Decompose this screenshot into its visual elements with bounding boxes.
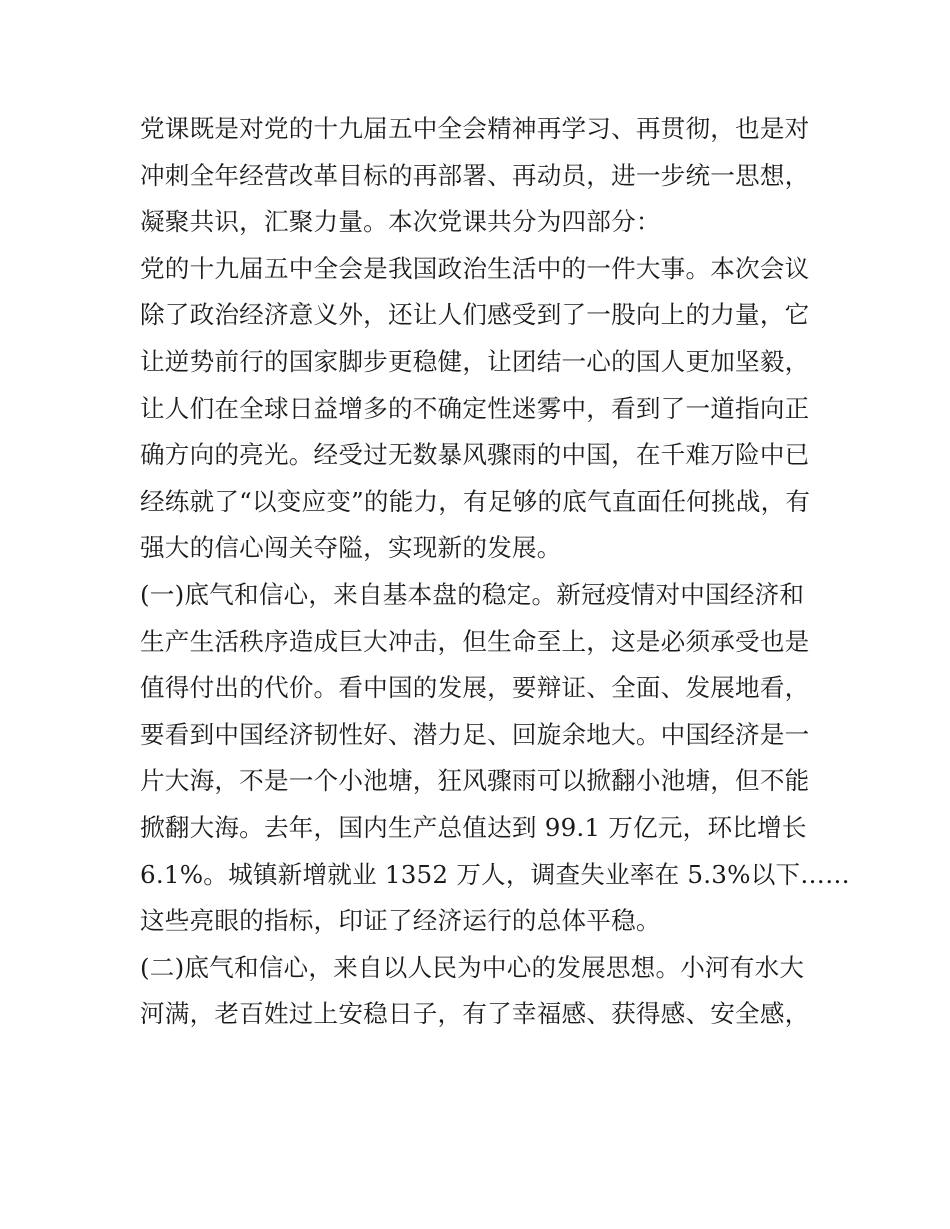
text-line: 经练就了“以变应变”的能力，有足够的底气直面任何挑战，有 <box>140 486 811 516</box>
text-line: 掀翻大海。去年，国内生产总值达到 99.1 万亿元，环比增长 <box>140 812 807 842</box>
text-line: 值得付出的代价。看中国的发展，要辩证、全面、发展地看， <box>140 673 810 703</box>
text-line: 生产生活秩序造成巨大冲击，但生命至上，这是必须承受也是 <box>140 626 810 656</box>
text-line: 要看到中国经济韧性好、潜力足、回旋余地大。中国经济是一 <box>140 719 810 749</box>
text-line: (二)底气和信心，来自以人民为中心的发展思想。小河有水大 <box>140 952 805 982</box>
text-line: 冲刺全年经营改革目标的再部署、再动员，进一步统一思想， <box>140 160 810 190</box>
text-line: 让人们在全球日益增多的不确定性迷雾中，看到了一道指向正 <box>140 393 810 423</box>
text-line: 强大的信心闯关夺隘，实现新的发展。 <box>140 533 562 563</box>
text-line: 党的十九届五中全会是我国政治生活中的一件大事。本次会议 <box>140 253 810 283</box>
text-line: 确方向的亮光。经受过无数暴风骤雨的中国，在千难万险中已 <box>140 440 810 470</box>
text-line: 片大海，不是一个小池塘，狂风骤雨可以掀翻小池塘，但不能 <box>140 766 810 796</box>
text-line: 6.1%。城镇新增就业 1352 万人，调查失业率在 5.3%以下…… <box>140 859 850 889</box>
text-line: 这些亮眼的指标，印证了经济运行的总体平稳。 <box>140 906 661 936</box>
text-line: 让逆势前行的国家脚步更稳健，让团结一心的国人更加坚毅， <box>140 346 810 376</box>
text-line: 除了政治经济意义外，还让人们感受到了一股向上的力量，它 <box>140 300 810 330</box>
text-line: (一)底气和信心，来自基本盘的稳定。新冠疫情对中国经济和 <box>140 579 805 609</box>
text-line: 凝聚共识，汇聚力量。本次党课共分为四部分： <box>140 207 661 237</box>
text-line: 河满，老百姓过上安稳日子，有了幸福感、获得感、安全感， <box>140 999 810 1029</box>
body-text <box>140 106 850 1038</box>
text-line: 党课既是对党的十九届五中全会精神再学习、再贯彻，也是对 <box>140 114 810 143</box>
